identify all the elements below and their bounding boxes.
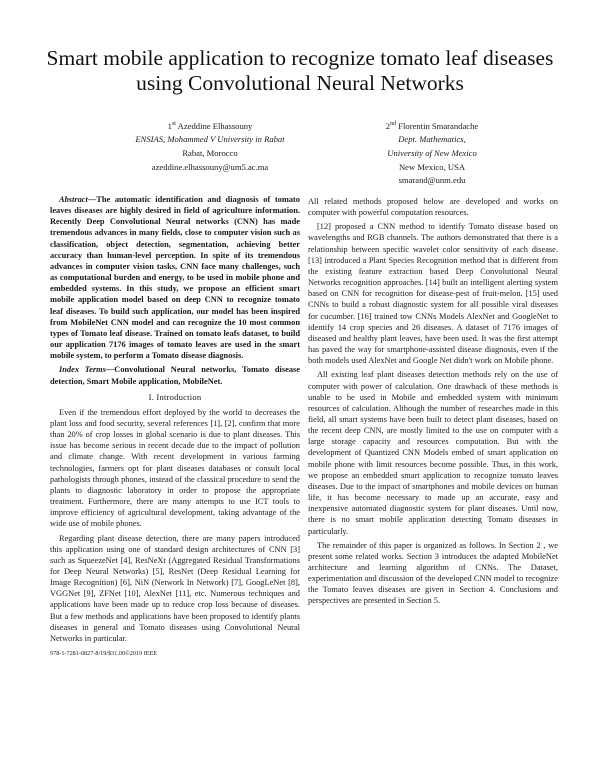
left-column [50,194,300,659]
author-name: 2nd Florentin Smarandache [385,120,479,131]
paragraph: Even if the tremendous effort deployed by the world to decreases the plant loss and food security, several references [1], [2], confirm that more than 20% of crop losses in global scenario is due to plant diseases. This issue has become serious in recent decade due to the impact of pollution and climate change. With recent development in various farming technologies, farmers opt for plant diseases databases or consult local pathologists through phones, instead of the classical procedure to send the plants to diagnostic laboratory in order to propose the appropriate treatment. Furthermore, there are many attempts to use ICT tools to improve efficiency of agricultural development, taking advantage of the wide use of mobile phones. [50,407,300,529]
author-name: 1st Azeddine Elhassouny [167,120,253,131]
author-affiliation: ENSIAS, Mohammed V University in Rabat [135,134,285,145]
author-email: azeddine.elhassouny@um5.ac.ma [151,161,269,172]
abstract [50,194,300,361]
paragraph: The remainder of this paper is organized as follows. In Section 2 , we present some related works. Section 3 introduces the adapted MobileNet architecture and learning algorithm of CNNs. The Dataset, experimentation and discussion of the developed CNN model to recognize the Tomato leaves diseases are given in Section 4. Conclusions and perspectives are presented in Section 5. [308,540,558,606]
copyright-footer: 978-1-7281-0827-8/19/$31.00©2019 IEEE [50,650,158,658]
index-terms-label: Index Terms [59,365,106,375]
author-location: Rabat, Morocco [182,148,238,159]
author-block-1 [100,118,320,174]
right-column [308,196,558,610]
paragraph: All existing leaf plant diseases detection methods rely on the use of computer with power of calculation. One drawback of these methods is unable to be used in Mobile and embedded system with minimum resources of calculation. Although the number of researches made in this field, all smart systems have been built to detect plant diseases, based on the recent deep CNN, are mostly limited to the use on computer with a large storage capacity and resources computation. But with the development of Quantized CNN Models embed of smart application on mobile phone with limit resources become possible. Thus, in this work, we propose an embedded smart application to recognize tomato leaves diseases. Due to the impact of smartphones and mobile devices on human life, it has become necessary to made up an accurate, easy and inexpensive automated diagnostic system for plant diseases. Until now, there is no smart mobile application detecting Tomato diseases in particularly. [308,370,558,536]
author-affiliation-2: University of New Mexico [387,148,477,159]
paragraph: All related methods proposed below are developed and works on computer with powerful computation resources. [308,197,558,218]
author-affiliation: Dept. Mathematics, [398,134,466,145]
index-terms [50,364,300,386]
author-email: smarand@unm.edu [398,175,466,186]
section-heading: I. Introduction [148,391,202,402]
paragraph: Regarding plant disease detection, there are many papers introduced this application using one of standard design architectures of CNN [3] such as SqueezeNet [4], ResNeXt (Aggregated Residual Transformations for Deep Neural Networks) [5], ResNet (Deep Residual Learning for Image Recognition) [6], NiN (Network In Network) [7], GoogLeNet [8], VGGNet [9], ZFNet [10], AlexNet [11], etc. Numerous techniques and applications have been made up to reduce crop loss because of diseases. But a few methods and applications have been proposed to identify plants diseases in general and Tomato diseases using Convolutional Neural Networks in particular. [50,533,300,643]
abstract-text: —The automatic identification and diagnosis of tomato leaves diseases are highly desired in field of agriculture information. Recently Deep Convolutional Neural networks (CNN) has made tremendous advances in many fields, close to computer vision such as classification, object detection, segmentation, achieving better accuracy than human-level perception. In spite of its tremendous advances in computer vision tasks, CNN face many challenges, such as computational burden and energy, to be used in mobile phone and embedded systems. In this study, we propose an efficient smart mobile application model based on deep CNN to recognize tomato leaf diseases. To build such application, our model has been inspired from MobileNet CNN model and can recognize the 10 most common types of Tomato leaf disease. Trained on tomato leafs dataset, to build our application 7176 images of tomato leaves are used in the smart mobile system, to perform a Tomato disease diagnosis. [50,195,300,361]
paper-title: Smart mobile application to recognize tomato leaf diseases using Convolutional Neural Networks [46,46,554,95]
paragraph: [12] proposed a CNN method to identify Tomato disease based on wavelengths and RGB channels. The authors demonstrated that there is a relationship between specific wavelet color sensitivity of each disease. [13] introduced a Plant Species Recognition method that is different from the existing feature extraction based Deep Convolutional Neural Networks recognition approaches. [14] built an intelligent alerting system based on CNN for recognition for disease-pest of fruit-melon. [15] used CNNs to build a robust diagnostic system for all possible viral diseases for cucumber. [16] trained tow CNNs Models AlexNet and GoogleNet to identify 14 crop species and 26 diseases. A dataset of 7176 images of diseased and healthy plant leaves, have been used. It was the first attempt has paved the way for smartphone-assisted disease diagnosis, even if the both models used AlexNet and Google Net didn't work on Mobile phone. [308,222,558,366]
abstract-label: Abstract [59,195,88,204]
author-location: New Mexico, USA [398,161,466,172]
index-terms-text: —Convolutional Neural networks, Tomato disease detection, Smart Mobile application, MobileNet. [50,365,300,386]
author-block-2 [322,118,542,188]
